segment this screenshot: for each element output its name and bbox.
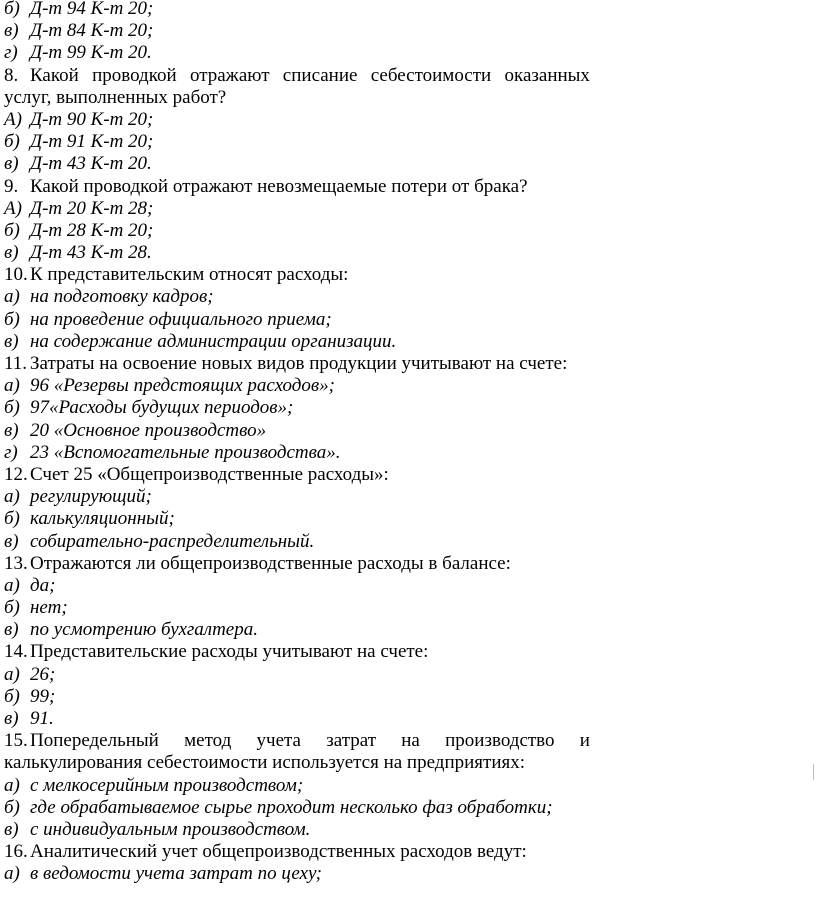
answer-marker: б) — [4, 131, 20, 153]
answer-text: Д-т 90 К-т 20; — [30, 108, 154, 130]
answer-option — [4, 708, 590, 730]
answer-marker: б) — [4, 219, 20, 241]
answer-option — [4, 220, 590, 242]
answer-option — [4, 131, 590, 153]
answer-option — [4, 531, 590, 553]
answer-option — [4, 797, 590, 819]
answer-option — [4, 575, 590, 597]
answer-marker: в) — [4, 530, 19, 552]
question-text-continuation: калькулирования себестоимости используется на предприятиях: — [4, 752, 526, 774]
answer-text: собирательно-распределительный. — [30, 530, 315, 552]
answer-option — [4, 664, 590, 686]
answer-text: Д-т 84 К-т 20; — [30, 20, 154, 42]
answer-text: калькуляционный; — [30, 508, 175, 530]
answer-marker: б) — [4, 685, 20, 707]
answer-text: 23 «Вспомогательные производства». — [30, 441, 341, 463]
question-text-continuation: услуг, выполненных работ? — [4, 86, 227, 108]
answer-option — [4, 42, 590, 64]
answer-option — [4, 819, 590, 841]
answer-text: на подготовку кадров; — [30, 286, 214, 308]
answer-option — [4, 0, 590, 20]
answer-option — [4, 397, 590, 419]
answer-option — [4, 153, 590, 175]
answer-text: на проведение официального приема; — [30, 308, 332, 330]
answer-text: Д-т 43 К-т 20. — [30, 153, 152, 175]
answer-marker: а) — [4, 863, 20, 885]
answer-marker: в) — [4, 330, 19, 352]
answer-option — [4, 508, 590, 530]
answer-marker: б) — [4, 0, 20, 19]
answer-marker: А) — [4, 197, 22, 219]
answer-text: Д-т 28 К-т 20; — [30, 219, 154, 241]
answer-option — [4, 20, 590, 42]
answer-marker: а) — [4, 663, 20, 685]
answer-marker: в) — [4, 419, 19, 441]
answer-text: 99; — [30, 685, 56, 707]
question-number: 16. — [4, 841, 28, 863]
answer-option — [4, 242, 590, 264]
answer-option — [4, 863, 590, 885]
question-text: Представительские расходы учитывают на счете: — [30, 641, 429, 663]
answer-text: Д-т 43 К-т 28. — [30, 242, 152, 264]
answer-option — [4, 420, 590, 442]
question-number: 14. — [4, 641, 28, 663]
answer-text: в ведомости учета затрат по цеху; — [30, 863, 322, 885]
answer-text: 91. — [30, 708, 54, 729]
margin-mark — [813, 764, 814, 780]
answer-marker: г) — [4, 441, 18, 463]
answer-text: по усмотрению бухгалтера. — [30, 619, 258, 641]
answer-text: где обрабатываемое сырье проходит несколько фаз обработки; — [30, 796, 553, 818]
question-word: метод — [184, 730, 232, 752]
question-16 — [4, 841, 590, 863]
answer-text: 96 «Резервы предстоящих расходов»; — [30, 375, 335, 397]
answer-marker: а) — [4, 574, 20, 596]
document-page — [4, 0, 590, 886]
question-15 — [4, 730, 590, 752]
answer-text: Д-т 20 К-т 28; — [30, 197, 154, 219]
answer-text: да; — [30, 574, 56, 596]
answer-text: Д-т 94 К-т 20; — [30, 0, 154, 19]
question-word: отражают — [189, 64, 270, 86]
question-number: 9. — [4, 175, 19, 197]
question-text: Затраты на освоение новых видов продукции учитывают на счете: — [30, 353, 568, 374]
answer-marker: в) — [4, 708, 19, 729]
question-word: производство — [445, 730, 555, 752]
answer-marker: а) — [4, 286, 20, 308]
question-text: Аналитический учет общепроизводственных расходов ведут: — [30, 841, 527, 863]
answer-option — [4, 286, 590, 308]
answer-text: Д-т 91 К-т 20; — [30, 131, 154, 153]
question-number: 15. — [4, 730, 28, 752]
answer-marker: в) — [4, 818, 19, 840]
answer-marker: г) — [4, 42, 18, 64]
answer-option — [4, 619, 590, 641]
answer-marker: б) — [4, 397, 20, 419]
question-text: Отражаются ли общепроизводственные расходы в балансе: — [30, 552, 511, 574]
question-word: 15. Попередельный — [4, 730, 159, 752]
answer-option — [4, 775, 590, 797]
question-text: Какой проводкой отражают невозмещаемые потери от брака? — [30, 175, 528, 197]
question-word: на — [401, 730, 420, 752]
question-11 — [4, 353, 590, 375]
question-12 — [4, 464, 590, 486]
question-number: 11. — [4, 353, 28, 374]
answer-text: с мелкосерийным производством; — [30, 774, 304, 796]
question-text: Счет 25 «Общепроизводственные расходы»: — [30, 463, 389, 485]
answer-marker: б) — [4, 597, 20, 619]
answer-text: 26; — [30, 663, 56, 685]
answer-marker: б) — [4, 796, 20, 818]
answer-text: нет; — [30, 597, 68, 619]
answer-option — [4, 442, 590, 464]
answer-marker: А) — [4, 108, 22, 130]
answer-marker: в) — [4, 619, 19, 641]
answer-option — [4, 486, 590, 508]
question-word: списание — [282, 64, 358, 86]
answer-marker: в) — [4, 242, 19, 264]
answer-marker: в) — [4, 20, 19, 42]
answer-text: 20 «Основное производство» — [30, 419, 267, 441]
answer-text: на содержание администрации организации. — [30, 330, 397, 352]
question-number: 10. — [4, 264, 28, 286]
answer-marker: а) — [4, 486, 20, 508]
question-word: и — [579, 730, 590, 752]
answer-text: регулирующий; — [30, 486, 152, 508]
answer-marker: б) — [4, 508, 20, 530]
question-word: оказанных — [504, 64, 590, 86]
question-8 — [4, 65, 590, 87]
answer-text: с индивидуальным производством. — [30, 818, 311, 840]
question-word: 8. Какой — [4, 64, 79, 86]
question-text: К представительским относят расходы: — [30, 264, 349, 286]
answer-marker: а) — [4, 774, 20, 796]
answer-option — [4, 198, 590, 220]
answer-marker: а) — [4, 375, 20, 397]
answer-option — [4, 331, 590, 353]
question-number: 13. — [4, 552, 28, 574]
answer-marker: в) — [4, 153, 19, 175]
question-number: 12. — [4, 463, 28, 485]
question-word: затрат — [326, 730, 376, 752]
answer-text: Д-т 99 К-т 20. — [30, 42, 152, 64]
question-13 — [4, 553, 590, 575]
answer-option — [4, 375, 590, 397]
answer-marker: б) — [4, 308, 20, 330]
question-9 — [4, 176, 590, 198]
answer-option — [4, 109, 590, 131]
answer-option — [4, 597, 590, 619]
question-word: учета — [256, 730, 301, 752]
question-word: себестоимости — [370, 64, 492, 86]
question-word: проводкой — [92, 64, 177, 86]
answer-option — [4, 309, 590, 331]
answer-text: 97«Расходы будущих периодов»; — [30, 397, 294, 419]
question-number: 8. — [4, 64, 19, 86]
question-14 — [4, 641, 590, 663]
question-10 — [4, 264, 590, 286]
answer-option — [4, 686, 590, 708]
